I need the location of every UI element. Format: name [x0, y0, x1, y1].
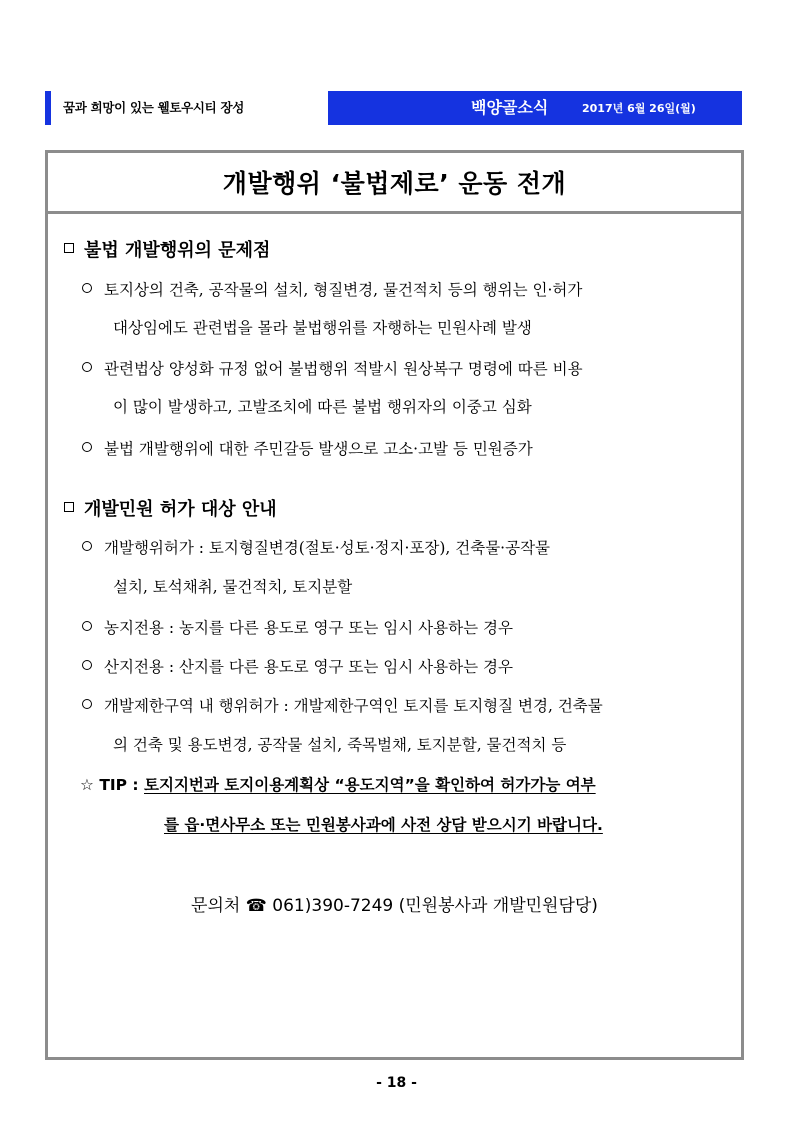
- list-item-continuation: 대상임에도 관련법을 몰라 불법행위를 자행하는 민원사례 발생: [113, 319, 532, 337]
- list-item-continuation: 이 많이 발생하고, 고발조치에 따른 불법 행위자의 이중고 심화: [113, 398, 532, 416]
- tip-text: 토지지번과 토지이용계획상 “용도지역”을 확인하여 허가가능 여부: [144, 776, 596, 794]
- circle-bullet-icon: [82, 283, 92, 293]
- header-slogan: 꿈과 희망이 있는 웰토우시티 장성: [63, 100, 245, 115]
- list-item: 토지상의 건축, 공작물의 설치, 형질변경, 물건적치 등의 행위는 인·허가: [82, 278, 582, 300]
- circle-bullet-icon: [82, 541, 92, 551]
- list-item: 농지전용 : 농지를 다른 용도로 영구 또는 임시 사용하는 경우: [82, 616, 513, 638]
- list-item: 불법 개발행위에 대한 주민갈등 발생으로 고소·고발 등 민원증가: [82, 437, 533, 459]
- header-accent-stripe: [45, 91, 51, 125]
- content-frame: [45, 150, 744, 1060]
- title-box: [48, 153, 741, 214]
- circle-bullet-icon: [82, 621, 92, 631]
- square-bullet-icon: [64, 502, 74, 512]
- header-banner: [328, 91, 742, 125]
- tip-label: TIP :: [99, 776, 139, 794]
- list-item: 산지전용 : 산지를 다른 용도로 영구 또는 임시 사용하는 경우: [82, 655, 513, 677]
- page-number: - 18 -: [376, 1075, 417, 1091]
- list-item: 개발제한구역 내 행위허가 : 개발제한구역인 토지를 토지형질 변경, 건축물: [82, 694, 603, 716]
- contact-info: 문의처 ☎ 061)390-7249 (민원봉사과 개발민원담당): [191, 896, 598, 916]
- circle-bullet-icon: [82, 660, 92, 670]
- circle-bullet-icon: [82, 442, 92, 452]
- section-heading-problems: 불법 개발행위의 문제점: [64, 236, 270, 262]
- list-item-continuation: 설치, 토석채취, 물건적치, 토지분할: [113, 578, 353, 596]
- list-item-continuation: 의 건축 및 용도변경, 공작물 설치, 죽목벌채, 토지분할, 물건적치 등: [113, 736, 567, 754]
- list-item: 개발행위허가 : 토지형질변경(절토·성토·정지·포장), 건축물·공작물: [82, 536, 550, 558]
- newsletter-brand: 백양골소식: [471, 98, 549, 117]
- tip-text-continuation: 를 읍·면사무소 또는 민원봉사과에 사전 상담 받으시기 바랍니다.: [164, 816, 603, 834]
- section-heading-permits: 개발민원 허가 대상 안내: [64, 495, 277, 521]
- list-item: 관련법상 양성화 규정 없어 불법행위 적발시 원상복구 명령에 따른 비용: [82, 357, 583, 379]
- tip-line: [80, 773, 596, 795]
- star-icon: ☆: [80, 776, 94, 794]
- circle-bullet-icon: [82, 362, 92, 372]
- square-bullet-icon: [64, 243, 74, 253]
- page-title: 개발행위 ‘불법제로’ 운동 전개: [222, 169, 567, 198]
- issue-date: 2017년 6월 26일(월): [582, 102, 696, 115]
- circle-bullet-icon: [82, 699, 92, 709]
- header-bar: [45, 91, 742, 125]
